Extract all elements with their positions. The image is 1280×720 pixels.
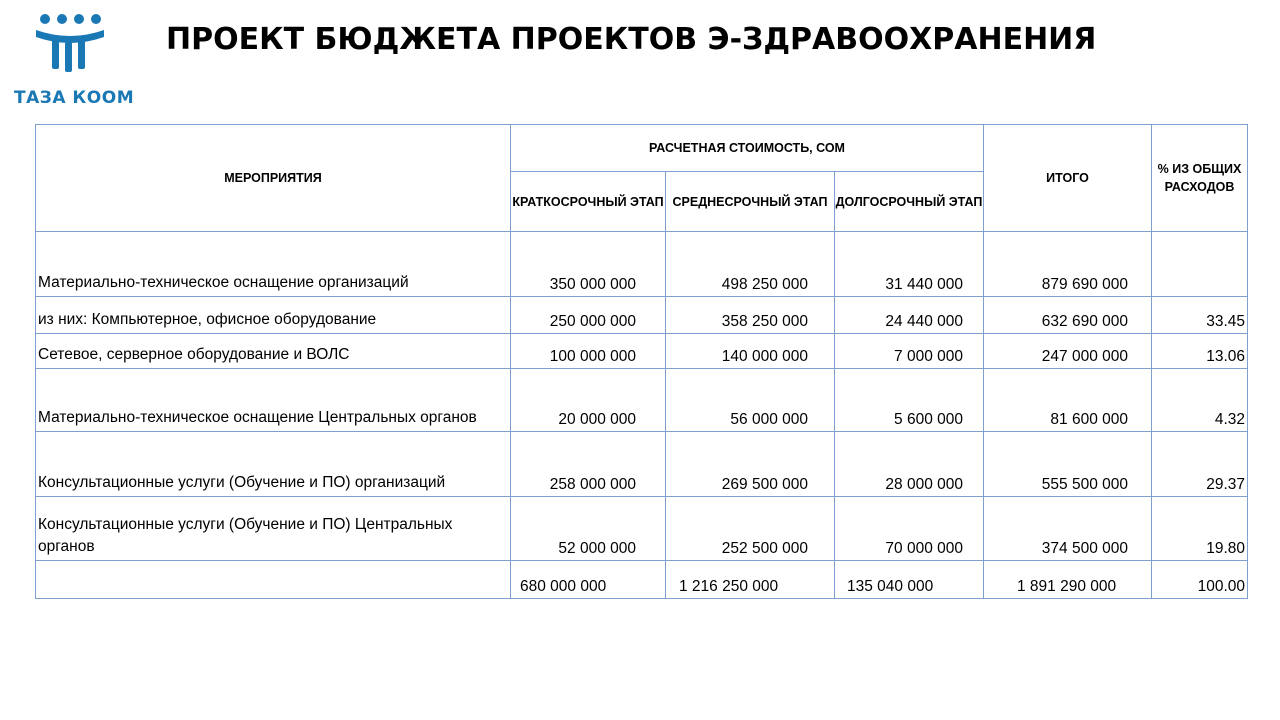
row-total: 247 000 000 <box>984 334 1152 369</box>
logo-text: ТАЗА КООМ <box>14 88 135 108</box>
row-mid: 56 000 000 <box>666 369 835 432</box>
row-percent: 13.06 <box>1152 334 1248 369</box>
row-mid: 140 000 000 <box>666 334 835 369</box>
header-short-term: КРАТКОСРОЧНЫЙ ЭТАП <box>511 172 666 232</box>
total-percent: 100.00 <box>1152 561 1248 599</box>
budget-table <box>35 124 1248 599</box>
table-row <box>36 497 1248 561</box>
total-long: 135 040 000 <box>835 561 984 599</box>
row-total: 555 500 000 <box>984 432 1152 497</box>
header-activities: МЕРОПРИЯТИЯ <box>36 125 511 232</box>
logo <box>10 12 135 108</box>
row-percent: 33.45 <box>1152 297 1248 334</box>
row-name: Консультационные услуги (Обучение и ПО) организаций <box>36 432 511 497</box>
row-percent: 29.37 <box>1152 432 1248 497</box>
row-total: 374 500 000 <box>984 497 1152 561</box>
row-total: 81 600 000 <box>984 369 1152 432</box>
row-short: 250 000 000 <box>511 297 666 334</box>
row-mid: 252 500 000 <box>666 497 835 561</box>
row-short: 350 000 000 <box>511 232 666 297</box>
four-people-icon <box>36 12 106 82</box>
table-row <box>36 232 1248 297</box>
page-title: ПРОЕКТ БЮДЖЕТА ПРОЕКТОВ Э-ЗДРАВООХРАНЕНИЯ <box>166 22 1097 57</box>
row-short: 20 000 000 <box>511 369 666 432</box>
row-total: 879 690 000 <box>984 232 1152 297</box>
row-mid: 358 250 000 <box>666 297 835 334</box>
row-short: 100 000 000 <box>511 334 666 369</box>
total-mid: 1 216 250 000 <box>666 561 835 599</box>
row-long: 31 440 000 <box>835 232 984 297</box>
total-total: 1 891 290 000 <box>984 561 1152 599</box>
totals-label <box>36 561 511 599</box>
row-long: 28 000 000 <box>835 432 984 497</box>
table-row <box>36 297 1248 334</box>
header-total: ИТОГО <box>984 125 1152 232</box>
header-estimated-cost: РАСЧЕТНАЯ СТОИМОСТЬ, СОМ <box>511 125 984 172</box>
row-name: Материально-техническое оснащение организаций <box>36 232 511 297</box>
row-short: 258 000 000 <box>511 432 666 497</box>
row-name: из них: Компьютерное, офисное оборудование <box>36 297 511 334</box>
row-percent: 19.80 <box>1152 497 1248 561</box>
row-mid: 498 250 000 <box>666 232 835 297</box>
row-name: Консультационные услуги (Обучение и ПО) Центральных органов <box>36 497 511 561</box>
row-long: 70 000 000 <box>835 497 984 561</box>
total-short: 680 000 000 <box>511 561 666 599</box>
header-percent: % ИЗ ОБЩИХ РАСХОДОВ <box>1152 125 1248 232</box>
row-percent <box>1152 232 1248 297</box>
row-name: Материально-техническое оснащение Центральных органов <box>36 369 511 432</box>
table-row <box>36 369 1248 432</box>
totals-row <box>36 561 1248 599</box>
row-long: 24 440 000 <box>835 297 984 334</box>
row-short: 52 000 000 <box>511 497 666 561</box>
header-mid-term: СРЕДНЕСРОЧНЫЙ ЭТАП <box>666 172 835 232</box>
table-row <box>36 432 1248 497</box>
table-row <box>36 334 1248 369</box>
header-long-term: ДОЛГОСРОЧНЫЙ ЭТАП <box>835 172 984 232</box>
row-long: 7 000 000 <box>835 334 984 369</box>
row-percent: 4.32 <box>1152 369 1248 432</box>
row-mid: 269 500 000 <box>666 432 835 497</box>
row-name: Сетевое, серверное оборудование и ВОЛС <box>36 334 511 369</box>
row-long: 5 600 000 <box>835 369 984 432</box>
row-total: 632 690 000 <box>984 297 1152 334</box>
